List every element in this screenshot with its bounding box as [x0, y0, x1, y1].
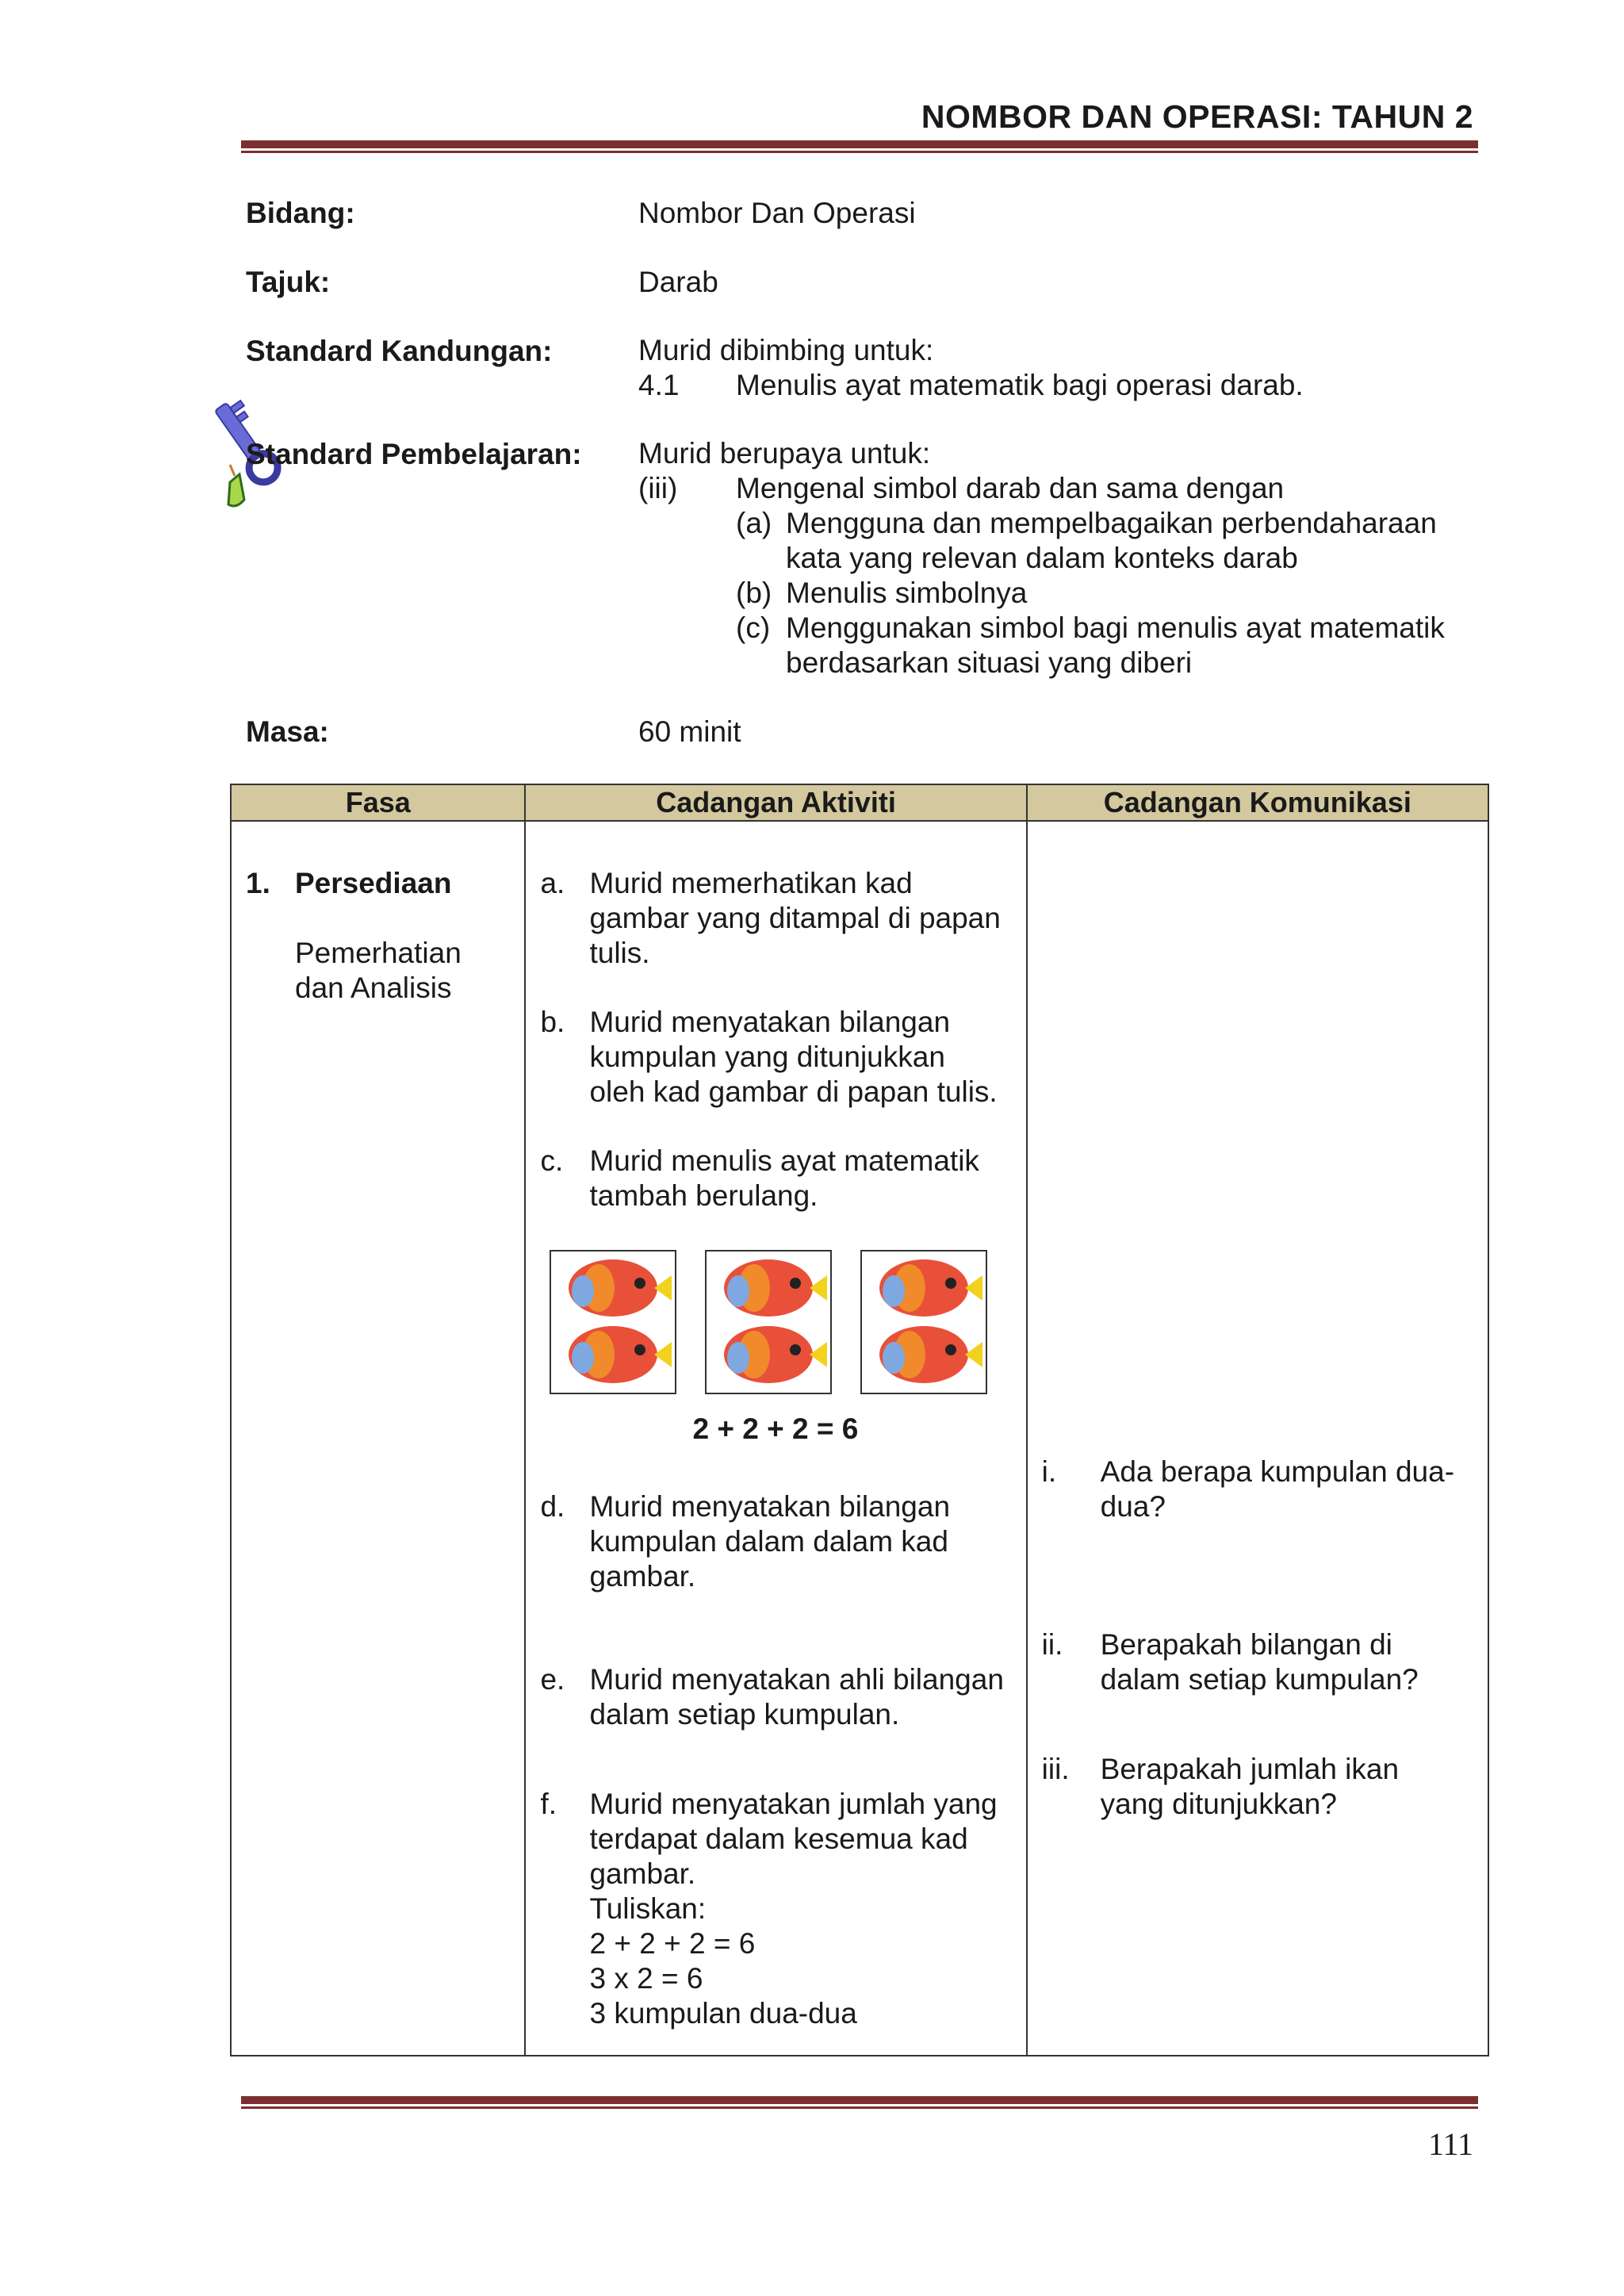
question-ii-line2: dalam setiap kumpulan? [1100, 1663, 1419, 1696]
question-iii-line1: Berapakah jumlah ikan [1100, 1753, 1400, 1785]
sp-a-line2: kata yang relevan dalam konteks darab [786, 542, 1298, 574]
question-i-mark: i. [1041, 1455, 1057, 1488]
item-b-line1: Murid menyatakan bilangan [589, 1006, 951, 1038]
fasa-cell [231, 821, 525, 2056]
item-f-line4: Tuliskan: [589, 1892, 707, 1925]
question-iii-line2: yang ditunjukkan? [1100, 1788, 1337, 1820]
header-cadangan-komunikasi: Cadangan Komunikasi [1027, 784, 1488, 821]
fasa-title: Persediaan [295, 867, 452, 899]
item-f-line7: 3 kumpulan dua-dua [589, 1997, 857, 2030]
fasa-sub1: Pemerhatian [295, 937, 462, 969]
question-ii-line1: Berapakah bilangan di [1100, 1628, 1392, 1661]
fasa-sub2: dan Analisis [295, 972, 452, 1004]
fish-card-2 [705, 1250, 832, 1394]
komunikasi-cell [1027, 821, 1488, 2056]
header-rule-thin [241, 151, 1478, 153]
sk-number: 4.1 [638, 369, 680, 401]
item-f-line5: 2 + 2 + 2 = 6 [589, 1927, 756, 1960]
item-f-line1: Murid menyatakan jumlah yang [589, 1788, 998, 1820]
fish-card-1 [550, 1250, 676, 1394]
question-i-line2: dua? [1100, 1490, 1166, 1523]
item-f-mark: f. [540, 1788, 557, 1820]
header-rule [241, 140, 1478, 148]
item-c-line1: Murid menulis ayat matematik [589, 1144, 979, 1177]
fish-icon [862, 1251, 986, 1393]
standard-kandungan-label: Standard Kandungan: [246, 335, 553, 367]
item-c-mark: c. [540, 1144, 564, 1177]
item-e-line2: dalam setiap kumpulan. [589, 1698, 900, 1731]
item-d-line2: kumpulan dalam dalam kad [589, 1525, 948, 1558]
fish-card-3 [860, 1250, 987, 1394]
tajuk-value: Darab [638, 266, 718, 298]
page-header-title: NOMBOR DAN OPERASI: TAHUN 2 [921, 98, 1473, 135]
item-e-mark: e. [540, 1663, 565, 1696]
item-b-line3: oleh kad gambar di papan tulis. [589, 1075, 998, 1108]
sk-text: Menulis ayat matematik bagi operasi darab. [736, 369, 1304, 401]
table-row [231, 821, 1488, 2056]
tajuk-label: Tajuk: [246, 266, 331, 298]
item-a-line1: Murid memerhatikan kad [589, 867, 913, 899]
footer-rule-thin [241, 2106, 1478, 2109]
footer-rule [241, 2096, 1478, 2104]
aktiviti-cell [525, 821, 1026, 2056]
item-d-mark: d. [540, 1490, 565, 1523]
sp-a-line1: Mengguna dan mempelbagaikan perbendaharaan [786, 507, 1437, 539]
sp-c-mark: (c) [736, 611, 771, 644]
item-a-line3: tulis. [589, 937, 650, 969]
fasa-number: 1. [246, 867, 270, 899]
equation: 2 + 2 + 2 = 6 [692, 1412, 859, 1445]
item-b-mark: b. [540, 1006, 565, 1038]
item-e-line1: Murid menyatakan ahli bilangan [589, 1663, 1004, 1696]
header-fasa: Fasa [231, 784, 525, 821]
sp-c-line2: berdasarkan situasi yang diberi [786, 646, 1193, 679]
sp-text: Mengenal simbol darab dan sama dengan [736, 472, 1285, 504]
table-header-row [231, 784, 1488, 821]
item-d-line3: gambar. [589, 1560, 696, 1593]
question-i-line1: Ada berapa kumpulan dua- [1100, 1455, 1455, 1488]
item-b-line2: kumpulan yang ditunjukkan [589, 1041, 945, 1073]
item-f-line3: gambar. [589, 1857, 696, 1890]
standard-pembelajaran-label: Standard Pembelajaran: [246, 438, 582, 470]
item-a-line2: gambar yang ditampal di papan [589, 902, 1001, 934]
activity-table [230, 784, 1489, 2056]
sp-c-line1: Menggunakan simbol bagi menulis ayat matematik [786, 611, 1445, 644]
fish-icon [551, 1251, 675, 1393]
sp-a-mark: (a) [736, 507, 772, 539]
question-iii-mark: iii. [1041, 1753, 1070, 1785]
fish-icon [707, 1251, 830, 1393]
item-d-line1: Murid menyatakan bilangan [589, 1490, 951, 1523]
item-f-line2: terdapat dalam kesemua kad [589, 1823, 968, 1855]
sp-b-mark: (b) [736, 577, 772, 609]
item-c-line2: tambah berulang. [589, 1179, 818, 1212]
header-cadangan-aktiviti: Cadangan Aktiviti [525, 784, 1026, 821]
question-ii-mark: ii. [1041, 1628, 1063, 1661]
page-number: 111 [1427, 2126, 1473, 2162]
masa-label: Masa: [246, 715, 329, 748]
item-a-mark: a. [540, 867, 565, 899]
bidang-label: Bidang: [246, 197, 355, 229]
masa-value: 60 minit [638, 715, 741, 748]
sp-intro: Murid berupaya untuk: [638, 437, 931, 470]
sk-intro: Murid dibimbing untuk: [638, 334, 934, 366]
item-f-line6: 3 x 2 = 6 [589, 1962, 703, 1995]
sp-b-line1: Menulis simbolnya [786, 577, 1028, 609]
sp-number: (iii) [638, 472, 678, 504]
bidang-value: Nombor Dan Operasi [638, 197, 916, 229]
